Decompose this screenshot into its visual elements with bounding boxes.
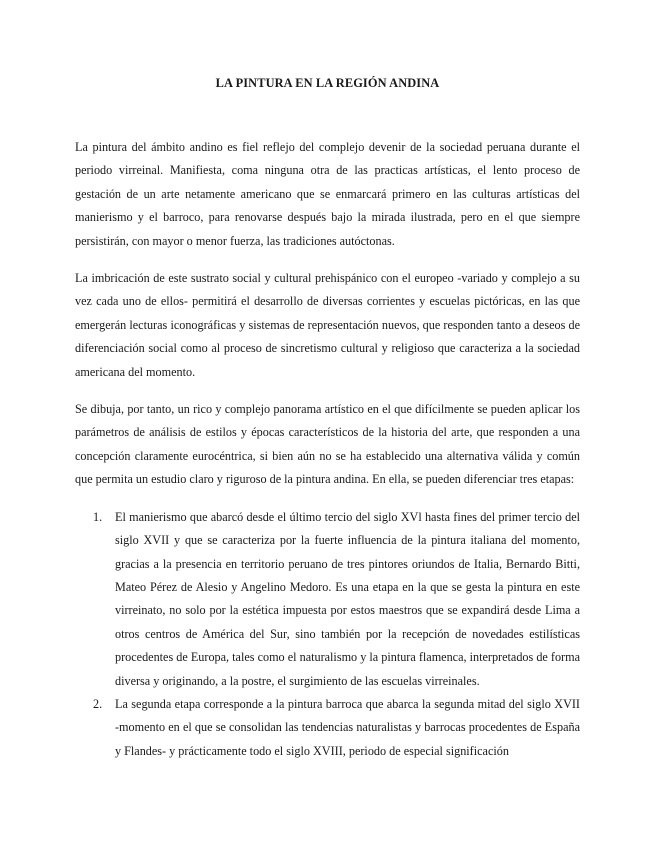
paragraph-intro: La pintura del ámbito andino es fiel reflejo del complejo devenir de la sociedad peruana durante el periodo virreinal. Manifiesta, coma ninguna otra de las practicas artísticas, el lento proceso de gestación de un arte netamente americano que se enmarcará primero en las culturas artísticas del manierismo y el barroco, para renovarse después bajo la mirada ilustrada, pero en el que siempre persistirán, con mayor o menor fuerza, las tradiciones autóctonas. <box>75 140 580 248</box>
list-item <box>93 693 580 763</box>
paragraph-panorama: Se dibuja, por tanto, un rico y complejo panorama artístico en el que difícilmente se pueden aplicar los parámetros de análisis de estilos y épocas característicos de la historia del arte, que responden a una concepción claramente eurocéntrica, si bien aún no se ha establecido una alternativa válida y común que permita un estudio claro y riguroso de la pintura andina. En ella, se pueden diferenciar tres etapas: <box>75 402 580 487</box>
list-item-number: 2. <box>93 696 103 711</box>
document-body <box>75 136 580 763</box>
list-item <box>93 506 580 693</box>
list-item-text: La segunda etapa corresponde a la pintura barroca que abarca la segunda mitad del siglo XVII -momento en el que se consolidan las tendencias naturalistas y barrocas procedentes de España y Flandes- y prácticamente todo el siglo XVIII, periodo de especial significación <box>115 696 580 758</box>
paragraph-imbrication: La imbricación de este sustrato social y cultural prehispánico con el europeo -variado y complejo a su vez cada uno de ellos- permitirá el desarrollo de diversas corrientes y escuelas pictóricas, en las que emergerán lecturas iconográficas y sistemas de representación nuevos, que responden tanto a deseos de diferenciación social como al proceso de sincretismo cultural y religioso que caracteriza a la sociedad americana del momento. <box>75 271 580 379</box>
document-title: LA PINTURA EN LA REGIÓN ANDINA <box>215 76 440 90</box>
list-item-number: 1. <box>93 509 103 524</box>
stages-list <box>75 506 580 763</box>
list-item-text: El manierismo que abarcó desde el último tercio del siglo XVl hasta fines del primer tercio del siglo XVII y que se caracteriza por la fuerte influencia de la pintura italiana del momento, gracias a la presencia en territorio peruano de tres pintores oriundos de Italia, Bernardo Bitti, Mateo Pérez de Alesio y Angelino Medoro. Es una etapa en la que se gesta la pintura en este virreinato, no solo por la estética impuesta por estos maestros que se expandirá desde Lima a otros centros de América del Sur, sino también por la recepción de novedades estilísticas procedentes de Europa, tales como el naturalismo y la pintura flamenca, interpretados de forma diversa y originando, a la postre, el surgimiento de las escuelas virreinales. <box>115 509 580 688</box>
